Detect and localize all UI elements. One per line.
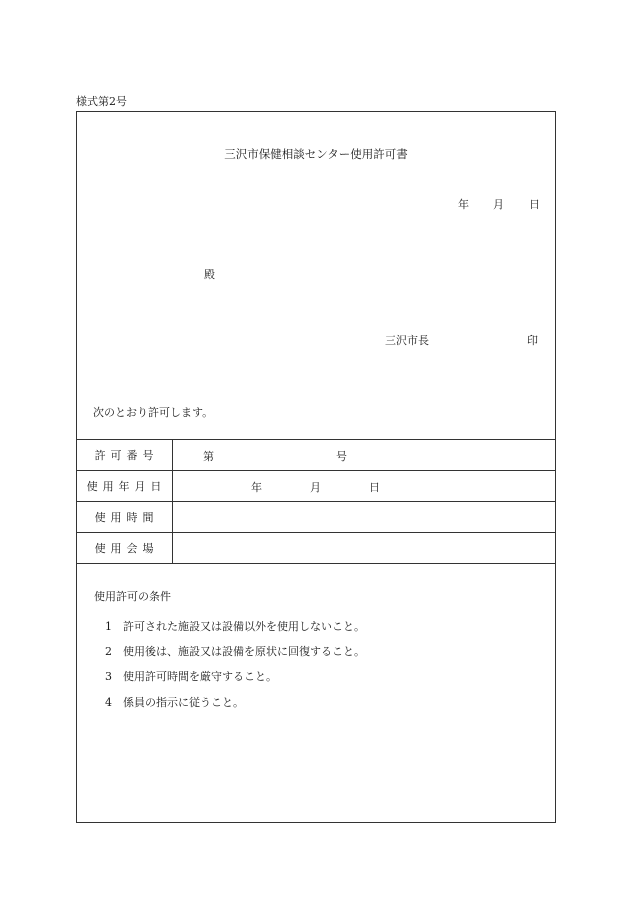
use-date-month: 月: [310, 481, 321, 494]
use-venue-field[interactable]: [173, 533, 555, 563]
document-title: 三沢市保健相談センター使用許可書: [224, 147, 408, 161]
condition-number: 3: [105, 670, 112, 683]
row-label: 使用年月日: [77, 471, 173, 501]
table-row-use-date: [77, 470, 555, 501]
condition-text: 許可された施設又は設備以外を使用しないこと。: [123, 620, 365, 633]
row-label: 使用会場: [77, 533, 173, 563]
permit-number-suffix: 号: [336, 450, 347, 463]
permit-form: [76, 111, 556, 823]
condition-text: 使用後は、施設又は設備を原状に回復すること。: [123, 645, 365, 658]
addressee-suffix: 殿: [204, 268, 215, 281]
seal-mark: 印: [527, 334, 538, 347]
table-row-use-venue: [77, 532, 555, 563]
condition-item: [105, 618, 365, 634]
condition-item: [105, 694, 244, 710]
condition-text: 使用許可時間を厳守すること。: [123, 670, 277, 683]
use-date-year: 年: [251, 481, 262, 494]
issuer-name: 三沢市長: [385, 334, 429, 347]
condition-number: 4: [105, 696, 112, 709]
condition-item: [105, 643, 365, 659]
permit-number-field[interactable]: [173, 440, 555, 470]
table-row-permit-number: [77, 440, 555, 470]
table-row-use-time: [77, 501, 555, 532]
use-date-day: 日: [369, 481, 380, 494]
condition-number: 2: [105, 645, 112, 658]
form-number: 様式第2号: [76, 95, 127, 108]
row-label: 許可番号: [77, 440, 173, 470]
intro-text: 次のとおり許可します。: [93, 406, 214, 419]
date-month-label: 月: [493, 198, 504, 211]
condition-item: [105, 668, 277, 684]
use-time-field[interactable]: [173, 502, 555, 532]
use-date-field[interactable]: [173, 471, 555, 501]
permit-number-prefix: 第: [203, 450, 214, 463]
condition-text: 係員の指示に従うこと。: [123, 696, 244, 709]
permit-details-table: [77, 439, 555, 564]
date-day-label: 日: [529, 198, 540, 211]
condition-number: 1: [105, 620, 112, 633]
date-year-label: 年: [458, 198, 469, 211]
conditions-title: 使用許可の条件: [94, 590, 171, 603]
row-label: 使用時間: [77, 502, 173, 532]
